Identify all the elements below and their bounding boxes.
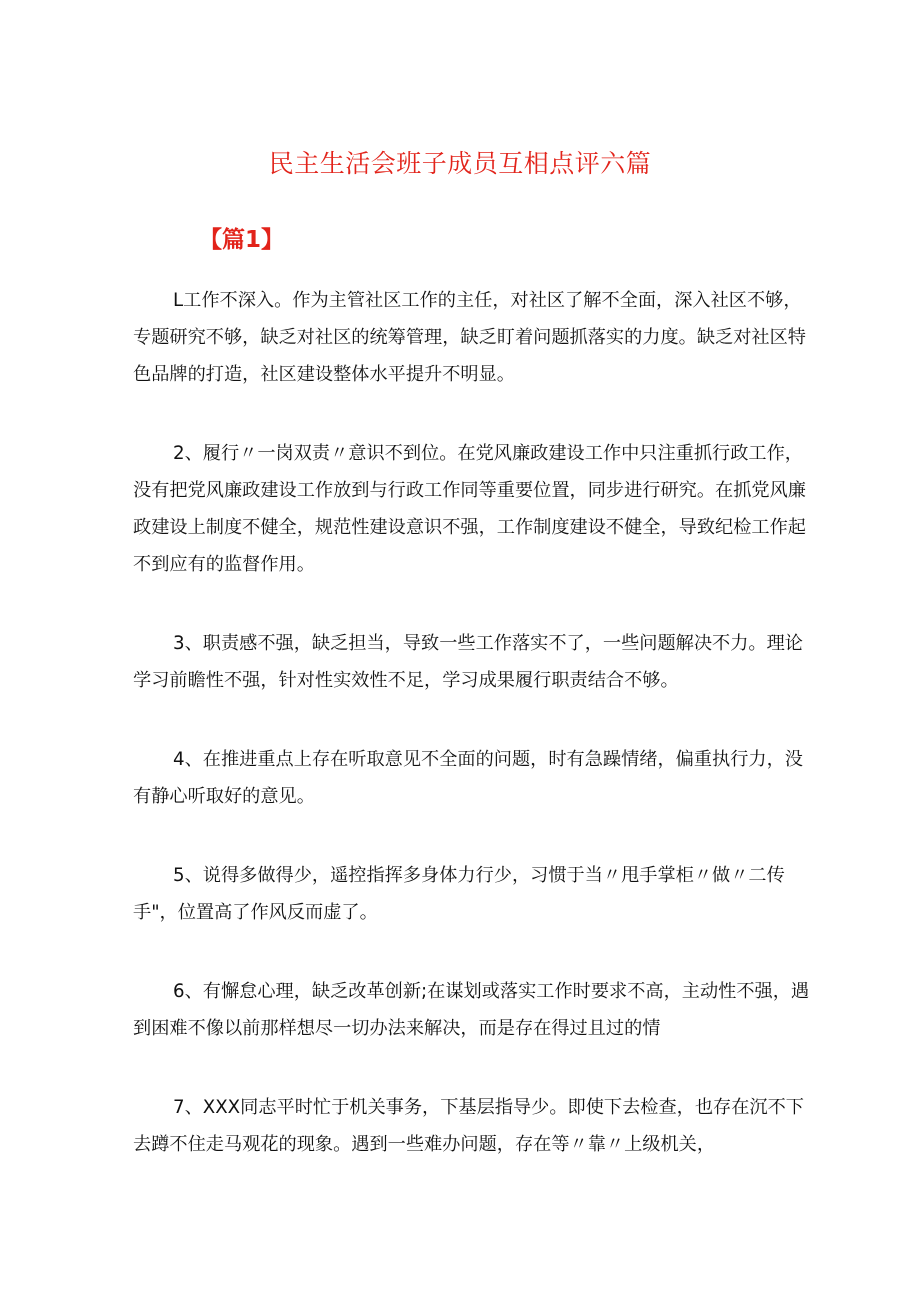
paragraph-5: 5、说得多做得少，遥控指挥多身体力行少，习惯于当〃甩手掌柜〃做〃二传手"，位置高了作风反而虚了。	[133, 865, 785, 923]
document-body	[133, 282, 813, 1205]
paragraph-7: 7、XXX同志平时忙于机关事务，下基层指导少。即使下去检查，也存在沉不下去蹲不住走马观花的现象。遇到一些难办问题，存在等〃靠〃上级机关，	[133, 1097, 804, 1155]
paragraph-2: 2、履行〃一岗双责〃意识不到位。在党风廉政建设工作中只注重抓行政工作，没有把党风廉政建设工作放到与行政工作同等重要位置，同步进行研究。在抓党风廉政建设上制度不健全，规范性建设意识不强，工作制度建设不健全，导致纪检工作起不到应有的监督作用。	[133, 443, 806, 575]
document-title: 民主生活会班子成员互相点评六篇	[268, 149, 652, 178]
paragraph-4: 4、在推进重点上存在听取意见不全面的问题，时有急躁情绪，偏重执行力，没有静心听取好的意见。	[133, 749, 803, 807]
paragraph-6: 6、有懈怠心理，缺乏改革创新;在谋划或落实工作时要求不高，主动性不强，遇到困难不像以前那样想尽一切办法来解决，而是存在得过且过的情	[133, 981, 810, 1039]
paragraph-1: L工作不深入。作为主管社区工作的主任，对社区了解不全面，深入社区不够，专题研究不够，缺乏对社区的统筹管理，缺乏盯着问题抓落实的力度。缺乏对社区特色品牌的打造，社区建设整体水平提升不明显。	[133, 290, 806, 385]
paragraph-3: 3、职责感不强，缺乏担当，导致一些工作落实不了，一些问题解决不力。理论学习前瞻性不强，针对性实效性不足，学习成果履行职责结合不够。	[133, 633, 803, 691]
section-heading: 【篇1】	[199, 227, 285, 253]
